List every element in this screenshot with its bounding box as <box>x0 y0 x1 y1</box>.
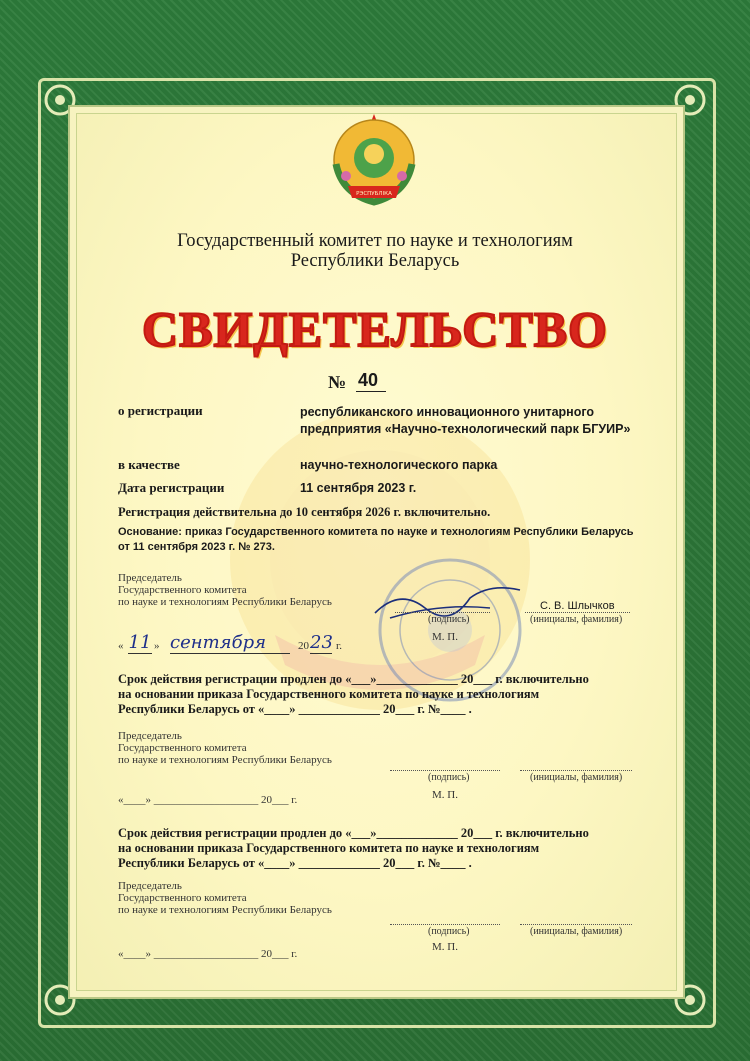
basis-line1: Основание: приказ Государственного комитета по науке и технологиям Республики Беларусь <box>118 526 634 538</box>
initials-caption-3: (инициалы, фамилия) <box>530 926 623 937</box>
date-label: Дата регистрации <box>118 480 225 495</box>
svg-text:РЭСПУБЛІКА: РЭСПУБЛІКА <box>356 191 392 197</box>
state-emblem-icon <box>322 112 426 208</box>
number-value: 40 <box>356 370 386 392</box>
chairman-committee-full-3: по науке и технологиям Республики Беларусь <box>118 904 332 916</box>
mp-label-2: М. П. <box>432 789 458 801</box>
initials-caption-2: (инициалы, фамилия) <box>530 772 623 783</box>
chairman-committee-2: Государственного комитета <box>118 742 247 754</box>
renewal-2-line3: Республики Беларусь от «____» _____________ 20___ г. №____ . <box>118 856 472 870</box>
committee-name-line2: Республики Беларусь <box>290 251 460 271</box>
chairman-title-2: Председатель <box>118 730 182 742</box>
date-line-3: «____» ___________________ 20___ г. <box>118 948 298 960</box>
as-value: научно-технологического парка <box>300 458 498 472</box>
mp-label-1: М. П. <box>432 631 458 643</box>
signature-line <box>390 924 500 925</box>
renewal-1-line2: на основании приказа Государственного комитета по науке и технологиям <box>118 687 540 701</box>
chairman-committee-3: Государственного комитета <box>118 892 247 904</box>
date-year-handwritten: 23 <box>310 632 333 653</box>
renewal-1-line3: Республики Беларусь от «____» _____________ 20___ г. №____ . <box>118 702 472 716</box>
document-title: СВИДЕТЕЛЬСТВО <box>142 301 608 357</box>
initials-line <box>520 924 632 925</box>
initials-line <box>520 770 632 771</box>
about-value-line1: республиканского инновационного унитарного <box>300 405 595 419</box>
initials-caption-1: (инициалы, фамилия) <box>530 614 623 625</box>
committee-name-line1: Государственный комитет по науке и технологиям <box>177 231 573 251</box>
renewal-2-line2: на основании приказа Государственного комитета по науке и технологиям <box>118 841 540 855</box>
date-g: г. <box>336 640 343 652</box>
as-label: в качестве <box>118 457 180 472</box>
chairman-committee-full-1: по науке и технологиям Республики Беларусь <box>118 596 332 608</box>
date-day-handwritten: 11 <box>128 632 152 653</box>
date-close-quote: » <box>154 640 160 652</box>
chairman-committee-1: Государственного комитета <box>118 584 247 596</box>
chairman-title-1: Председатель <box>118 572 182 584</box>
date-year-prefix: 20 <box>298 640 309 652</box>
signer-name: С. В. Шлычков <box>540 600 615 612</box>
basis-line2: от 11 сентября 2023 г. № 273. <box>118 541 275 553</box>
number-label: № <box>328 372 347 392</box>
sign-caption-3: (подпись) <box>428 926 470 937</box>
date-month-handwritten: сентября <box>170 632 290 654</box>
chairman-committee-full-2: по науке и технологиям Республики Беларусь <box>118 754 332 766</box>
chairman-title-3: Председатель <box>118 880 182 892</box>
date-line-2: «____» ___________________ 20___ г. <box>118 794 298 806</box>
date-open-quote: « <box>118 640 124 652</box>
renewal-1-line1: Срок действия регистрации продлен до «___»_____________ 20___ г. включительно <box>118 672 589 686</box>
valid-until: Регистрация действительна до 10 сентября 2026 г. включительно. <box>118 505 491 519</box>
date-value: 11 сентября 2023 г. <box>300 481 417 495</box>
about-label: о регистрации <box>118 403 203 418</box>
renewal-2-line1: Срок действия регистрации продлен до «___»_____________ 20___ г. включительно <box>118 826 589 840</box>
about-value-line2: предприятия «Научно-технологический парк БГУИР» <box>300 422 631 436</box>
sign-caption-2: (подпись) <box>428 772 470 783</box>
signature-line <box>390 770 500 771</box>
mp-label-3: М. П. <box>432 941 458 953</box>
sign-caption-1: (подпись) <box>428 614 470 625</box>
initials-line <box>525 612 630 613</box>
signature-line <box>395 612 490 613</box>
